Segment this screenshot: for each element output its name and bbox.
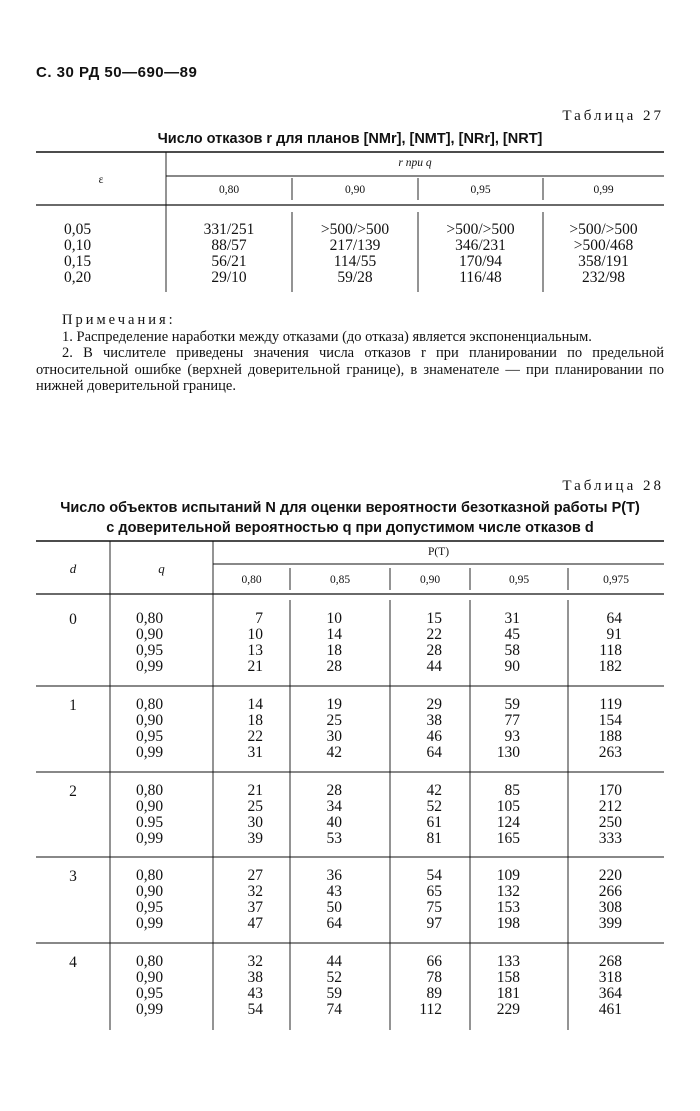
table28-d-header: d: [69, 561, 77, 576]
table-cell: 10: [326, 610, 342, 627]
table-cell: 89: [426, 985, 442, 1002]
table-cell: 25: [326, 712, 342, 729]
table-cell: 59: [504, 696, 520, 713]
table-cell: 266: [598, 883, 622, 900]
table-cell: 21: [247, 782, 263, 799]
table-cell: 13: [247, 642, 263, 659]
table-cell: 81: [426, 830, 442, 847]
table-cell: 32: [247, 883, 263, 900]
note-item: 1. Распределение наработки между отказами (до отказа) является экспоненциальным.: [62, 328, 592, 345]
table-cell: 19: [326, 696, 342, 713]
table-cell: 114/55: [333, 253, 377, 270]
table28-value-column: [213, 611, 263, 675]
table28-q-column: [136, 697, 163, 761]
table-cell: 0,90: [136, 712, 164, 729]
table-cell: 0,20: [64, 269, 92, 286]
table28-d-value: 1: [69, 697, 77, 714]
table-cell: 0.95: [136, 814, 164, 831]
table-cell: 0,80: [136, 696, 164, 713]
table-cell: 59: [326, 985, 342, 1002]
table-cell: 64: [326, 915, 342, 932]
table-cell: 31: [247, 744, 263, 761]
table-cell: 0,90: [136, 969, 164, 986]
table-cell: 36: [326, 867, 342, 884]
table-cell: 88/57: [211, 237, 247, 254]
table28-value-column: [470, 954, 520, 1018]
table28-value-column: [390, 868, 442, 932]
table-cell: 153: [496, 899, 520, 916]
table-cell: 50: [326, 899, 342, 916]
table28-title-line: с доверительной вероятностью q при допустимом числе отказов d: [106, 520, 594, 536]
table-cell: 212: [598, 798, 622, 815]
table-cell: 93: [504, 728, 520, 745]
table-cell: 75: [426, 899, 442, 916]
table28-value-column: [470, 697, 520, 761]
table28-d-value: 0: [69, 611, 77, 628]
table-cell: 170/94: [458, 253, 503, 270]
table28-value-column: [213, 783, 263, 847]
table-cell: 47: [247, 915, 263, 932]
table-cell: 74: [326, 1001, 342, 1018]
table28-pt-header: 0,90: [419, 574, 441, 586]
table-cell: 43: [326, 883, 342, 900]
table-cell: 318: [598, 969, 622, 986]
table-cell: 0,10: [64, 237, 92, 254]
table-cell: 54: [426, 867, 442, 884]
table-cell: 170: [598, 782, 622, 799]
table-cell: 132: [496, 883, 520, 900]
table-cell: 0,95: [136, 642, 164, 659]
table-cell: 64: [426, 744, 442, 761]
table-cell: 461: [598, 1001, 622, 1018]
table-cell: 40: [326, 814, 342, 831]
table-cell: 42: [326, 744, 342, 761]
table-cell: 32: [247, 953, 263, 970]
table28-q-column: [136, 868, 163, 932]
table28-value-column: [390, 697, 442, 761]
table28-pt-header: 0,85: [329, 574, 351, 586]
table28-value-column: [213, 697, 263, 761]
table27-eps-column: [64, 222, 124, 286]
table-cell: 0,99: [136, 658, 164, 675]
table-cell: 61: [426, 814, 442, 831]
table27-title: Число отказов r для планов [NMr], [NMT], [NRr], [NRT]: [157, 131, 543, 147]
table-cell: >500/>500: [446, 221, 515, 238]
table-cell: 165: [496, 830, 520, 847]
table-cell: 56/21: [211, 253, 247, 270]
table28-pt-header: 0,975: [603, 574, 629, 586]
table-cell: 250: [598, 814, 622, 831]
table-cell: 25: [247, 798, 263, 815]
table-cell: 14: [247, 696, 263, 713]
table28-value-column: [568, 697, 622, 761]
table-cell: 158: [496, 969, 520, 986]
table-cell: 31: [504, 610, 520, 627]
table28-value-column: [290, 611, 342, 675]
table-cell: 44: [426, 658, 442, 675]
table-cell: 0,99: [136, 1001, 164, 1018]
table27-column: [543, 222, 664, 286]
table-cell: 124: [496, 814, 520, 831]
table-cell: 28: [326, 658, 342, 675]
table-cell: 229: [496, 1001, 520, 1018]
table28-value-column: [290, 868, 342, 932]
table-cell: 0,80: [136, 867, 164, 884]
table28-value-column: [568, 868, 622, 932]
table-cell: 217/139: [329, 237, 381, 254]
table27-q-header: 0,95: [470, 184, 491, 196]
table-cell: 263: [598, 744, 622, 761]
table-cell: 53: [326, 830, 342, 847]
table-cell: 198: [496, 915, 520, 932]
table-cell: 28: [426, 642, 442, 659]
table27-q-header: 0,80: [218, 184, 240, 196]
table-cell: 181: [496, 985, 520, 1002]
table-cell: 0,99: [136, 915, 164, 932]
table28-value-column: [290, 783, 342, 847]
table-cell: 65: [426, 883, 442, 900]
page-header: С. 30 РД 50—690—89: [36, 64, 198, 81]
table-cell: 77: [504, 712, 520, 729]
table-cell: 0,80: [136, 610, 164, 627]
table28-group-header: P(T): [427, 546, 450, 558]
table27-column: [292, 222, 418, 286]
table-cell: 118: [599, 642, 622, 659]
table28-pt-header: 0,95: [508, 574, 530, 586]
table-cell: 97: [426, 915, 442, 932]
table-cell: 0,99: [136, 744, 164, 761]
table-cell: >500/>500: [569, 221, 638, 238]
table-cell: 29/10: [211, 269, 247, 286]
table28-pt-header: 0,80: [241, 574, 262, 586]
table-cell: 112: [419, 1001, 442, 1018]
table28-q-column: [136, 611, 163, 675]
table-cell: 59/28: [337, 269, 373, 286]
table-cell: 52: [426, 798, 442, 815]
table27-column: [166, 222, 292, 286]
table28-q-column: [136, 954, 163, 1018]
table-cell: 22: [247, 728, 263, 745]
table-cell: 0,05: [64, 221, 92, 238]
table28-value-column: [390, 611, 442, 675]
table-cell: 116/48: [459, 269, 502, 286]
table-cell: 66: [426, 953, 442, 970]
table27-notes: [36, 312, 664, 395]
table-cell: 220: [598, 867, 622, 884]
table28-value-column: [470, 783, 520, 847]
table28-title: [36, 498, 664, 538]
table27-eps-header: ε: [98, 174, 104, 186]
table-cell: 0,90: [136, 883, 164, 900]
table28-label: Таблица 28: [562, 478, 664, 494]
table28-value-column: [390, 783, 442, 847]
table-cell: 0,95: [136, 728, 164, 745]
table-cell: 85: [504, 782, 520, 799]
table-cell: 0,90: [136, 798, 164, 815]
table-cell: 18: [247, 712, 263, 729]
table-cell: 28: [326, 782, 342, 799]
table-cell: 37: [247, 899, 263, 916]
table-cell: 0,80: [136, 953, 164, 970]
table27-label: Таблица 27: [562, 108, 664, 124]
table-cell: 58: [504, 642, 520, 659]
table-cell: 0,90: [136, 626, 164, 643]
table-cell: 29: [426, 696, 442, 713]
table-cell: 18: [326, 642, 342, 659]
table-cell: 45: [504, 626, 520, 643]
table-cell: 109: [496, 867, 520, 884]
table28-value-column: [213, 954, 263, 1018]
table-cell: 30: [247, 814, 263, 831]
table-cell: 78: [426, 969, 442, 986]
table-cell: 358/191: [578, 253, 629, 270]
table-cell: 268: [598, 953, 622, 970]
table28-d-value: 4: [69, 954, 77, 971]
table-cell: 43: [247, 985, 263, 1002]
table-cell: 39: [247, 830, 263, 847]
table-cell: 308: [598, 899, 622, 916]
table-cell: 0,80: [136, 782, 164, 799]
notes-heading: Примечания:: [62, 312, 176, 328]
table-cell: 346/231: [455, 237, 506, 254]
table28-value-column: [290, 954, 342, 1018]
table-cell: 42: [426, 782, 442, 799]
table-cell: 0,99: [136, 830, 164, 847]
table28-value-column: [213, 868, 263, 932]
table-cell: 331/251: [203, 221, 255, 238]
table27-q-header: 0,90: [344, 184, 366, 196]
table-cell: 38: [247, 969, 263, 986]
table-cell: 119: [599, 696, 622, 713]
table-cell: 105: [496, 798, 520, 815]
table-cell: 14: [326, 626, 342, 643]
table-cell: 44: [326, 953, 342, 970]
table-cell: 34: [326, 798, 342, 815]
table-cell: 38: [426, 712, 442, 729]
table27-column: [418, 222, 543, 286]
table28-value-column: [568, 954, 622, 1018]
table-cell: 64: [606, 610, 622, 627]
table28-q-column: [136, 783, 163, 847]
table28-d-value: 3: [69, 868, 77, 885]
table-cell: 7: [255, 610, 263, 627]
table-cell: 188: [598, 728, 622, 745]
table-cell: 27: [247, 867, 263, 884]
table-cell: 232/98: [581, 269, 626, 286]
table-cell: 46: [426, 728, 442, 745]
table-cell: 21: [247, 658, 263, 675]
table-cell: 52: [326, 969, 342, 986]
table-cell: 133: [496, 953, 520, 970]
table-cell: 182: [598, 658, 622, 675]
table-cell: 0,95: [136, 899, 164, 916]
table-cell: 90: [504, 658, 520, 675]
table-cell: >500/>500: [320, 221, 390, 238]
table-cell: >500/468: [573, 237, 634, 254]
table-cell: 364: [598, 985, 622, 1002]
table-cell: 10: [247, 626, 263, 643]
table28-value-column: [290, 697, 342, 761]
note-item: 2. В числителе приведены значения числа отказов r при планировании по предельной относительной ошибке (верхней доверительной границе), в знаменателе — при планировании по нижней доверительной границе.: [36, 345, 664, 394]
table28-value-column: [470, 868, 520, 932]
table-cell: 30: [326, 728, 342, 745]
table-cell: 0,15: [64, 253, 92, 270]
table-cell: 333: [598, 830, 622, 847]
table28-d-value: 2: [69, 783, 77, 800]
table-cell: 15: [426, 610, 442, 627]
table27-q-header: 0,99: [593, 184, 614, 196]
table28-value-column: [390, 954, 442, 1018]
table27-group-header: r при q: [398, 157, 432, 169]
table-cell: 130: [496, 744, 520, 761]
table-cell: 0,95: [136, 985, 164, 1002]
table28-title-line: Число объектов испытаний N для оценки вероятности безотказной работы P(T): [60, 500, 640, 516]
table-cell: 54: [247, 1001, 263, 1018]
table28-value-column: [470, 611, 520, 675]
table-cell: 154: [598, 712, 622, 729]
table-cell: 91: [606, 626, 622, 643]
table28-q-header: q: [158, 561, 165, 576]
table-cell: 399: [598, 915, 622, 932]
table28-value-column: [568, 611, 622, 675]
table-cell: 22: [426, 626, 442, 643]
table28-value-column: [568, 783, 622, 847]
